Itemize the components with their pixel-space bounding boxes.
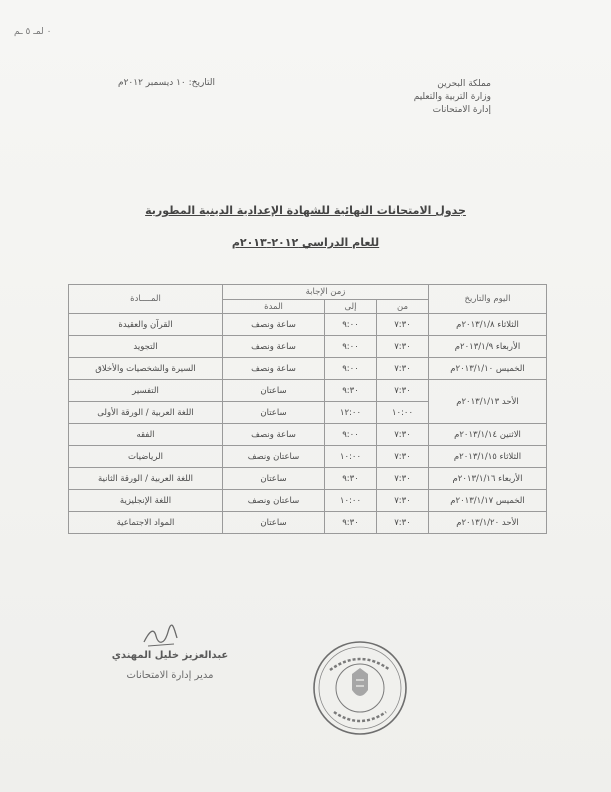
cell-duration: ساعة ونصف: [223, 358, 325, 380]
cell-subject: الفقه: [69, 424, 223, 446]
cell-to: ٩:٣٠: [325, 380, 377, 402]
cell-date: الثلاثاء ٢٠١٣/١/٨م: [429, 314, 547, 336]
official-stamp: [312, 640, 408, 736]
cell-subject: اللغة العربية / الورقة الثانية: [69, 468, 223, 490]
header-to: إلى: [325, 300, 377, 314]
cell-to: ٩:٣٠: [325, 512, 377, 534]
cell-from: ٧:٣٠: [377, 468, 429, 490]
cell-duration: ساعة ونصف: [223, 424, 325, 446]
cell-date: الخميس ٢٠١٣/١/١٧م: [429, 490, 547, 512]
cell-duration: ساعتان: [223, 468, 325, 490]
table-row: [69, 512, 547, 534]
cell-duration: ساعتان: [223, 402, 325, 424]
table-row: [69, 468, 547, 490]
cell-from: ٧:٣٠: [377, 380, 429, 402]
org-line-ministry: وزارة التربية والتعليم: [413, 92, 491, 102]
cell-to: ٩:٠٠: [325, 314, 377, 336]
exam-schedule-table: [68, 284, 547, 534]
cell-from: ٧:٣٠: [377, 424, 429, 446]
cell-to: ١٢:٠٠: [325, 402, 377, 424]
header-from: من: [377, 300, 429, 314]
cell-date: الأحد ٢٠١٣/١/٢٠م: [429, 512, 547, 534]
corner-handwritten-note: ٠ لمـ ٥ ـم: [14, 27, 52, 37]
cell-subject: المواد الاجتماعية: [69, 512, 223, 534]
cell-from: ٧:٣٠: [377, 358, 429, 380]
cell-to: ٩:٠٠: [325, 358, 377, 380]
header-answer-time: زمن الإجابة: [223, 285, 429, 300]
header-subject: المــــادة: [69, 285, 223, 314]
cell-date: الأربعاء ٢٠١٣/١/٩م: [429, 336, 547, 358]
cell-to: ١٠:٠٠: [325, 446, 377, 468]
cell-date: الثلاثاء ٢٠١٣/١/١٥م: [429, 446, 547, 468]
cell-subject: القرآن والعقيدة: [69, 314, 223, 336]
table-row: [69, 446, 547, 468]
cell-date: الأربعاء ٢٠١٣/١/١٦م: [429, 468, 547, 490]
cell-from: ٧:٣٠: [377, 512, 429, 534]
cell-from: ٧:٣٠: [377, 336, 429, 358]
cell-subject: السيرة والشخصيات والأخلاق: [69, 358, 223, 380]
cell-duration: ساعة ونصف: [223, 314, 325, 336]
org-line-kingdom: مملكة البحرين: [437, 79, 491, 89]
cell-duration: ساعتان ونصف: [223, 446, 325, 468]
cell-subject: الرياضيات: [69, 446, 223, 468]
cell-subject: اللغة العربية / الورقة الأولى: [69, 402, 223, 424]
cell-date: الأحد ٢٠١٣/١/١٣م: [429, 380, 547, 424]
org-line-department: إدارة الامتحانات: [432, 105, 491, 115]
cell-to: ٩:٣٠: [325, 468, 377, 490]
cell-subject: التفسير: [69, 380, 223, 402]
cell-duration: ساعتان ونصف: [223, 490, 325, 512]
header-day-date: اليوم والتاريخ: [429, 285, 547, 314]
table-row: [69, 336, 547, 358]
cell-from: ٧:٣٠: [377, 490, 429, 512]
header-duration: المدة: [223, 300, 325, 314]
signatory-name: عبدالعزيز خليل المهندي: [111, 650, 229, 661]
cell-from: ١٠:٠٠: [377, 402, 429, 424]
cell-date: الاثنين ٢٠١٣/١/١٤م: [429, 424, 547, 446]
table-row: [69, 424, 547, 446]
table-row: [69, 490, 547, 512]
cell-duration: ساعتان: [223, 512, 325, 534]
table-row: [69, 358, 547, 380]
table-header-row: [69, 285, 547, 300]
document-date: التاريخ: ١٠ ديسمبر ٢٠١٢م: [118, 78, 216, 88]
signatory-title: مدير إدارة الامتحانات: [126, 670, 214, 681]
cell-to: ٩:٠٠: [325, 424, 377, 446]
table-row: [69, 314, 547, 336]
organization-header: [311, 78, 491, 117]
cell-subject: التجويد: [69, 336, 223, 358]
handwritten-signature: [140, 620, 180, 650]
cell-duration: ساعتان: [223, 380, 325, 402]
document-title: جدول الامتحانات النهائية للشهادة الإعدادية الدينية المطورية: [145, 204, 466, 217]
cell-duration: ساعة ونصف: [223, 336, 325, 358]
cell-date: الخميس ٢٠١٣/١/١٠م: [429, 358, 547, 380]
cell-subject: اللغة الإنجليزية: [69, 490, 223, 512]
table-row: [69, 380, 547, 402]
document-subtitle: للعام الدراسي ٢٠١٢-٢٠١٣م: [231, 236, 380, 249]
cell-to: ١٠:٠٠: [325, 490, 377, 512]
cell-from: ٧:٣٠: [377, 314, 429, 336]
cell-from: ٧:٣٠: [377, 446, 429, 468]
cell-to: ٩:٠٠: [325, 336, 377, 358]
